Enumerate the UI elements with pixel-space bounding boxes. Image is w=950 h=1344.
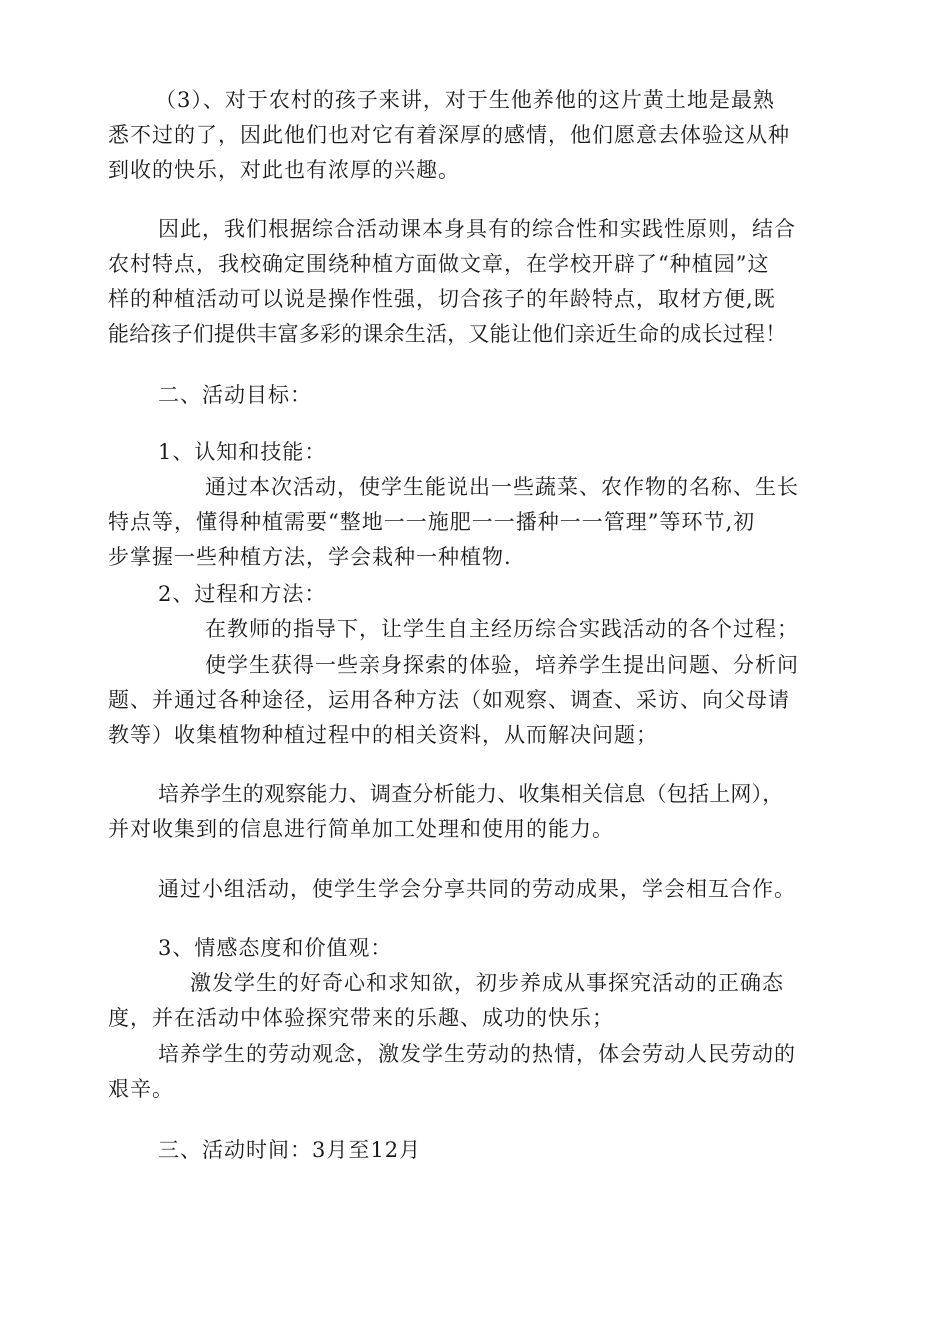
subheading-cognition-skills: 1、认知和技能： bbox=[158, 440, 327, 464]
paragraph-exploration-line-1: 使学生获得一些亲身探索的体验，培养学生提出问题、分析问 bbox=[205, 653, 799, 677]
section-heading-goals: 二、活动目标： bbox=[158, 383, 312, 407]
paragraph-exploration-line-3: 教等）收集植物种植过程中的相关资料，从而解决问题； bbox=[108, 723, 658, 747]
paragraph-cognition-line-2: 特点等，懂得种植需要“整地一一施肥一一播种一一管理”等环节,初 bbox=[108, 510, 756, 534]
paragraph-rural-children-line-1: （3）、对于农村的孩子来讲，对于生他养他的这片黄土地是最熟 bbox=[155, 88, 775, 112]
paragraph-abilities-line-1: 培养学生的观察能力、调查分析能力、收集相关信息（包括上网）， bbox=[158, 782, 784, 806]
paragraph-therefore-line-2: 农村特点，我校确定围绕种植方面做文章，在学校开辟了“种植园”这 bbox=[108, 252, 770, 276]
paragraph-curiosity-line-1: 激发学生的好奇心和求知欲，初步养成从事探究活动的正确态 bbox=[190, 971, 784, 995]
paragraph-therefore-line-3: 样的种植活动可以说是操作性强，切合孩子的年龄特点，取材方便,既 bbox=[108, 287, 776, 311]
paragraph-abilities-line-2: 并对收集到的信息进行简单加工处理和使用的能力。 bbox=[108, 817, 614, 841]
section-heading-time: 三、活动时间：3月至12月 bbox=[158, 1138, 422, 1162]
paragraph-teacher-guidance: 在教师的指导下，让学生自主经历综合实践活动的各个过程； bbox=[205, 617, 799, 641]
paragraph-therefore-line-1: 因此，我们根据综合活动课本身具有的综合性和实践性原则，结合 bbox=[158, 217, 796, 241]
paragraph-therefore-line-4: 能给孩子们提供丰富多彩的课余生活，又能让他们亲近生命的成长过程！ bbox=[108, 322, 787, 346]
paragraph-curiosity-line-2: 度，并在活动中体验探究带来的乐趣、成功的快乐； bbox=[108, 1006, 614, 1030]
paragraph-rural-children-line-2: 悉不过的了，因此他们也对它有着深厚的感情，他们愿意去体验这从种 bbox=[108, 123, 790, 147]
subheading-emotion-values: 3、情感态度和价值观： bbox=[158, 936, 393, 960]
paragraph-cognition-line-1: 通过本次活动，使学生能说出一些蔬菜、农作物的名称、生长 bbox=[205, 475, 799, 499]
paragraph-exploration-line-2: 题、并通过各种途径，运用各种方法（如观察、调查、采访、向父母请 bbox=[108, 688, 790, 712]
paragraph-cognition-line-3: 步掌握一些种植方法，学会栽种一种植物. bbox=[108, 545, 512, 569]
paragraph-labor-line-1: 培养学生的劳动观念，激发学生劳动的热情，体会劳动人民劳动的 bbox=[158, 1042, 796, 1066]
paragraph-group-activity: 通过小组活动，使学生学会分享共同的劳动成果，学会相互合作。 bbox=[158, 877, 796, 901]
subheading-process-method: 2、过程和方法： bbox=[158, 582, 327, 606]
paragraph-rural-children-line-3: 到收的快乐，对此也有浓厚的兴趣。 bbox=[108, 158, 460, 182]
paragraph-labor-line-2: 艰辛。 bbox=[108, 1077, 174, 1101]
